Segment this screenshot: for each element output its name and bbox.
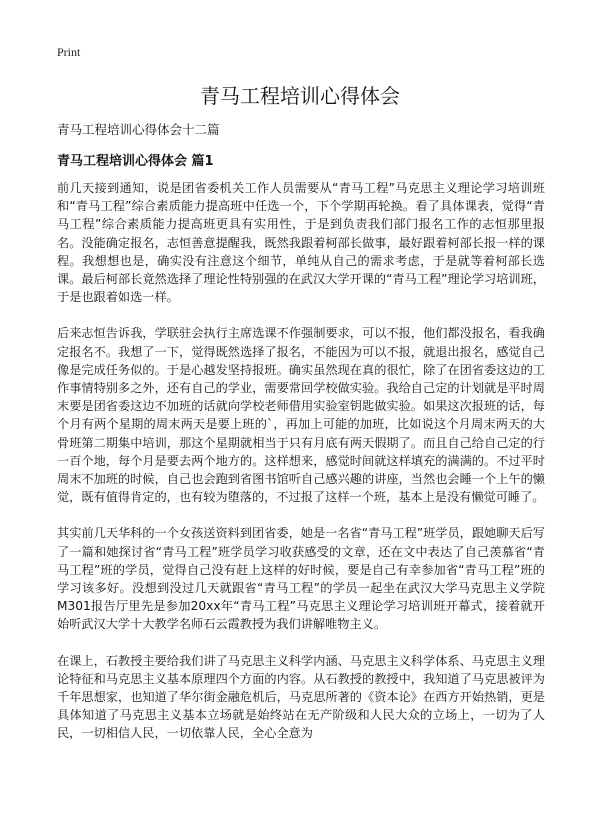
section-heading: 青马工程培训心得体会 篇1 [57, 154, 214, 169]
document-body [57, 179, 545, 761]
document-subtitle: 青马工程培训心得体会十二篇 [57, 122, 220, 137]
paragraph: 前几天接到通知，说是团省委机关工作人员需要从“青马工程”马克思主义理论学习培训班和“青马工程”综合素质能力提高班中任选一个，下个学期再轮换。看了具体课表，觉得“青马工程”综合素质能力提高班更具有实用性，于是到负责我们部门报名工作的志恒那里报名。没能确定报名，志恒善意提醒我，既然我跟着柯部长做事，最好跟着柯部长报一样的课程。我想想也是，确实没有注意这个细节，单纯从自己的需求考虑，于是就等着柯部长选课。最后柯部长竟然选择了理论性特别强的在武汉大学开课的“青马工程”理论学习培训班，于是也跟着如选一样。 [57, 181, 545, 305]
paragraph: 在课上，石教授主要给我们讲了马克思主义科学内涵、马克思主义科学体系、马克思主义理论特征和马克思主义基本原理四个方面的内容。从石教授的教授中，我知道了马克思被评为千年思想家，也知道了华尔街金融危机后，马克思所著的《资本论》在西方开始热销，更是具体知道了马克思主义基本立场就是始终站在无产阶级和人民大众的立场上，一切为了人民，一切相信人民，一切依靠人民，全心全意为 [57, 653, 545, 741]
document-title: 青马工程培训心得体会 [200, 84, 400, 108]
paragraph: 后来志恒告诉我，学联驻会执行主席选课不作强制要求，可以不报，他们都没报名，看我确定报名不。我想了一下，觉得既然选择了报名，不能因为可以不报，就退出报名，感觉自己像是完成任务似的。于是心越发坚持报班。确实虽然现在真的很忙，除了在团省委这边的工作事情特别多之外，还有自己的学业，需要常回学校做实验。我给自己定的计划就是平时周末要是团省委这边不加班的话就向学校老师借用实验室钥匙做实验。如果这次报班的话，每个月有两个星期的周末两天是要上班的`，再加上可能的加班，比如说这个月周末两天的大骨班第二期集中培训，那这个星期就相当于只有月底有两天假期了。而且自己给自己定的行一百个地，每个月是要去两个地方的。这样想来，感觉时间就这样填充的满满的。不过平时周末不加班的时候，自己也会跑到省图书馆听自己感兴趣的讲座，当然也会睡一个上午的懒觉，既有值得肯定的，也有较为堕落的，不过报了这样一个班，基本上是没有懒觉可睡了。 [57, 326, 545, 505]
print-label: Print [57, 45, 81, 59]
paragraph: 其实前几天华科的一个女孩送资料到团省委，她是一名省“青马工程”班学员，跟她聊天后写了一篇和她探讨省“青马工程”班学员学习收获感受的文章，还在文中表达了自己羡慕省“青马工程”班的学员，觉得自己没有赶上这样的好时候，要是自己有幸参加省“青马工程”班的学习该多好。没想到没过几天就跟省“青马工程”的学员一起坐在武汉大学马克思主义学院M301报告厅里先是参加20xx年“青马工程”马克思主义理论学习培训班开幕式，接着就开始听武汉大学十大教学名师石云霞教授为我们讲解唯物主义。 [57, 526, 545, 632]
